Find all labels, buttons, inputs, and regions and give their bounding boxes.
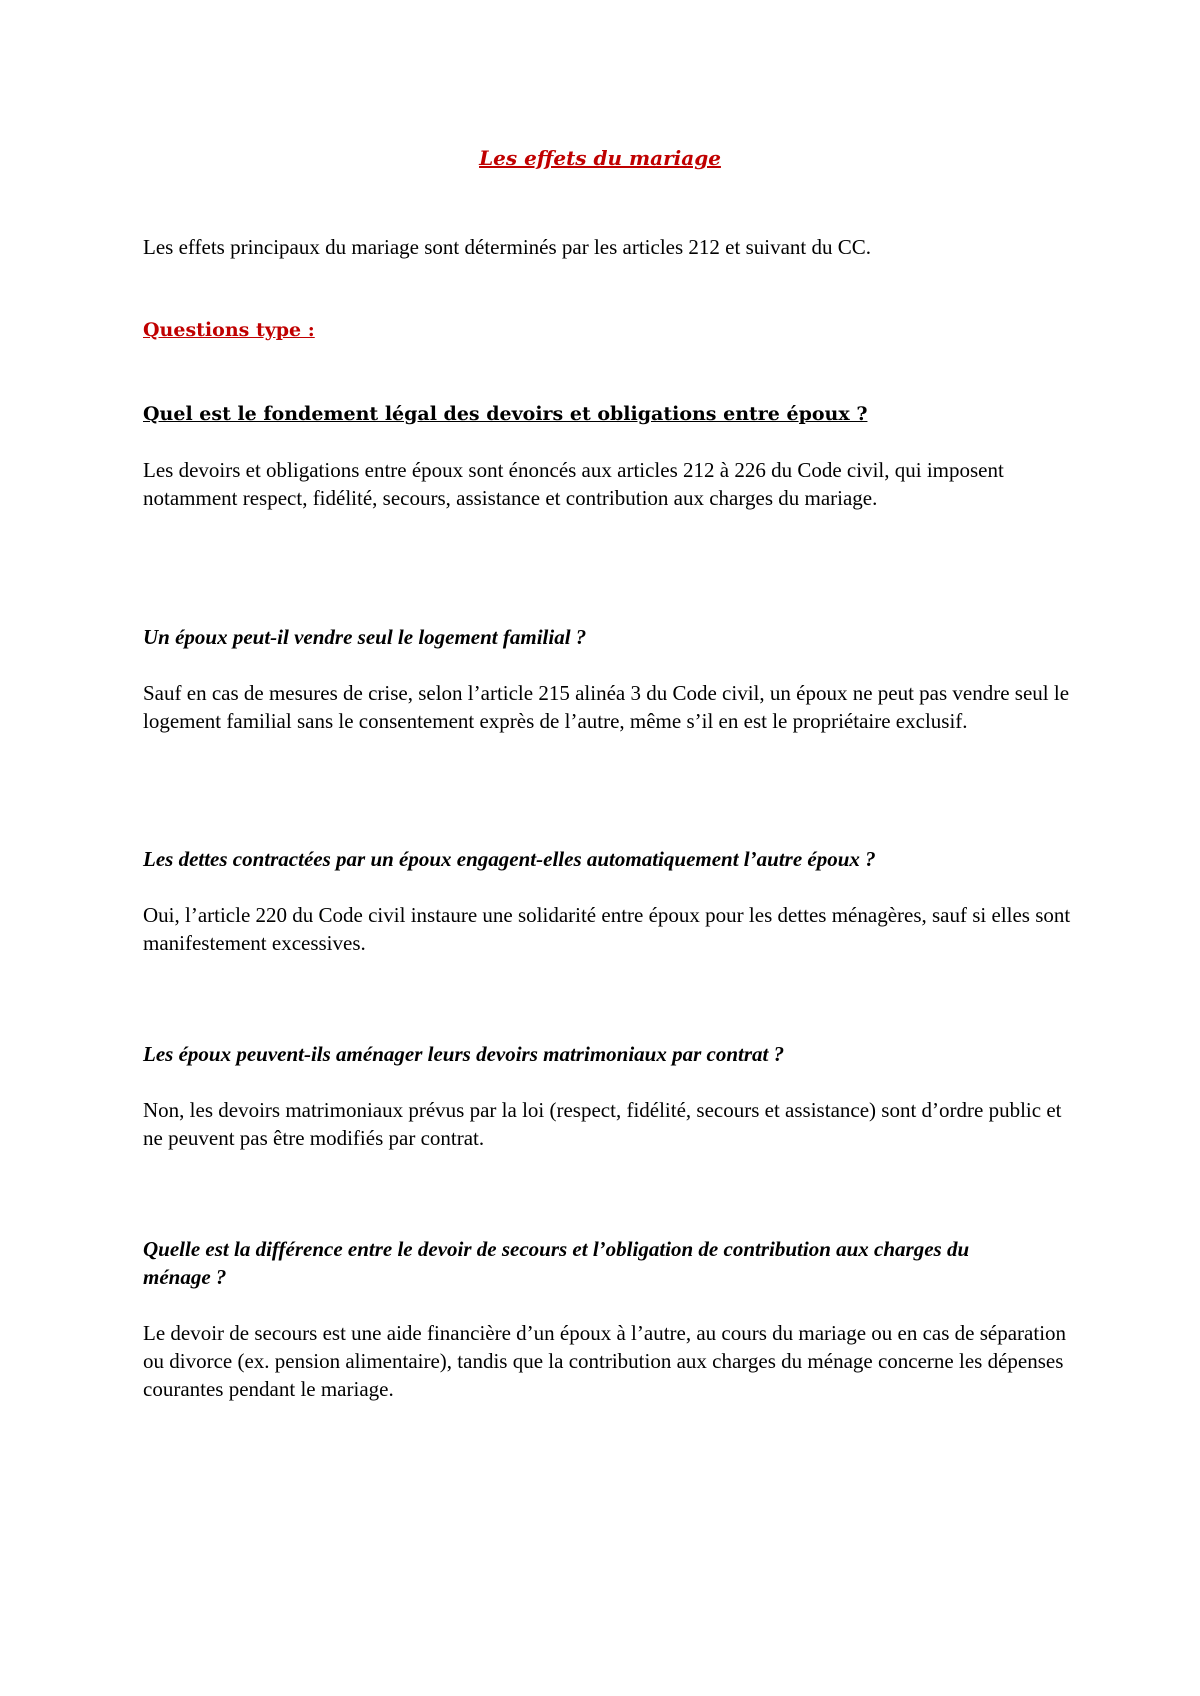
intro-paragraph: Les effets principaux du mariage sont déterminés par les articles 212 et suivant du CC. [143, 235, 871, 259]
answer-5: Le devoir de secours est une aide financière d’un époux à l’autre, au cours du mariage ou en cas de séparation ou divorce (ex. pension alimentaire), tandis que la contribution aux charges du ménage concerne les dépenses courantes pendant le mariage. [143, 1321, 1067, 1401]
answer-3: Oui, l’article 220 du Code civil instaure une solidarité entre époux pour les dettes ménagères, sauf si elles sont manifestement excessives. [143, 903, 1071, 955]
question-5: Quelle est la différence entre le devoir de secours et l’obligation de contribution aux charges du ménage ? [143, 1237, 970, 1289]
answer-4: Non, les devoirs matrimoniaux prévus par la loi (respect, fidélité, secours et assistance) sont d’ordre public et ne peuvent pas être modifiés par contrat. [143, 1098, 1062, 1150]
question-3: Les dettes contractées par un époux engagent-elles automatiquement l’autre époux ? [143, 847, 876, 871]
answer-1: Les devoirs et obligations entre époux sont énoncés aux articles 212 à 226 du Code civil, qui imposent notamment respect, fidélité, secours, assistance et contribution aux charges du mariage. [143, 458, 1004, 510]
question-2: Un époux peut-il vendre seul le logement familial ? [143, 625, 587, 649]
document-title: Les effets du mariage [479, 146, 721, 170]
question-4: Les époux peuvent-ils aménager leurs devoirs matrimoniaux par contrat ? [143, 1042, 785, 1066]
section-heading: Questions type : [143, 319, 315, 341]
answer-2: Sauf en cas de mesures de crise, selon l’article 215 alinéa 3 du Code civil, un époux ne peut pas vendre seul le logement familial sans le consentement exprès de l’autre, même s’il en est le propriétaire exclusif. [143, 681, 1070, 733]
question-1: Quel est le fondement légal des devoirs et obligations entre époux ? [143, 403, 868, 425]
